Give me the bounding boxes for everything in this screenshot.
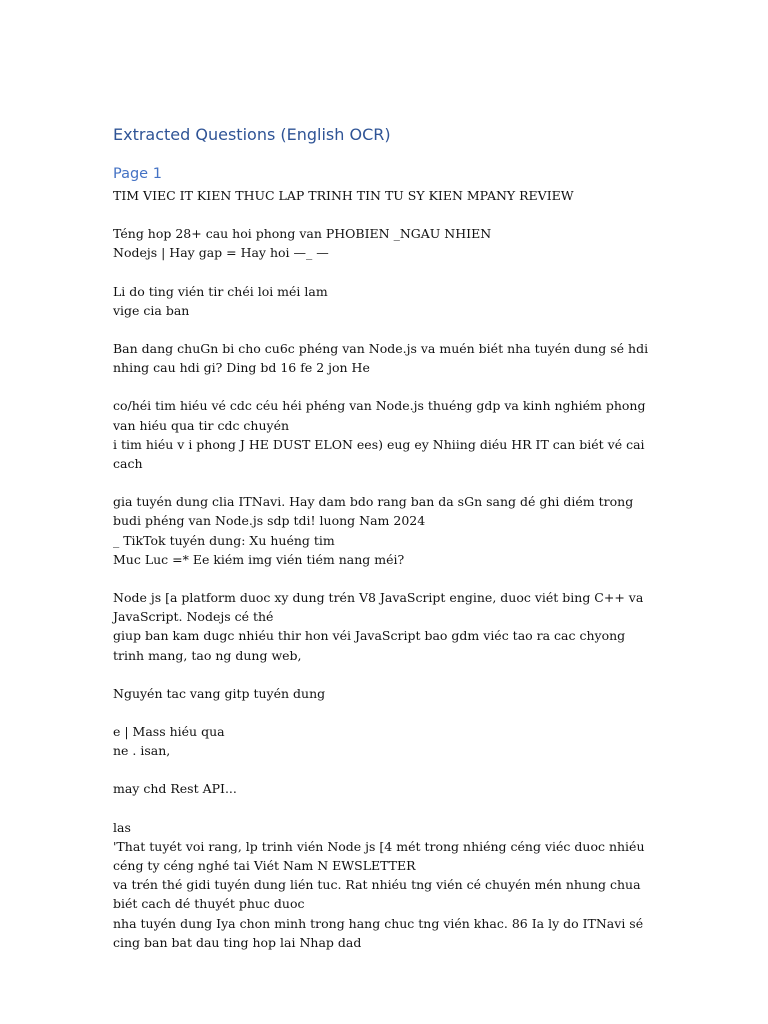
text-line: 'That tuyét voi rang, lp trinh vién Node js [4 mét trong nhiéng céng viéc duoc nhiéu céng ty céng nghé tai Viét Nam N EWSLETTER bbox=[113, 838, 645, 874]
document-body bbox=[113, 186, 658, 952]
text-line: nha tuyén dung Iya chon minh trong hang chuc tng vién khac. 86 Ia ly do ITNavi sé cing ban bat dau ting hop lai Nhap dad bbox=[113, 915, 644, 950]
paragraph bbox=[113, 224, 658, 262]
document-title: Extracted Questions (English OCR) bbox=[113, 125, 391, 144]
page-heading: Page 1 bbox=[113, 166, 162, 182]
paragraph bbox=[113, 588, 658, 665]
text-line: vige cia ban bbox=[113, 302, 190, 318]
paragraph bbox=[113, 818, 658, 952]
text-line: Ban dang chuGn bi cho cu6c phéng van Node.js va muén biét nha tuyén dung sé hdi nhing cau hdi gi? Ding bd 16 fe 2 jon He bbox=[113, 341, 649, 376]
text-line: e | Mass hiéu qua bbox=[113, 724, 225, 740]
text-line: i tim hiéu v i phong J HE DUST ELON ees) eug ey Nhiing diéu HR IT can biét vé cai cach bbox=[113, 436, 645, 472]
text-line: Nguyén tac vang gitp tuyén dung bbox=[113, 685, 326, 701]
paragraph bbox=[113, 282, 658, 320]
paragraph bbox=[113, 722, 658, 760]
text-line: ne . isan, bbox=[113, 743, 171, 759]
text-line: va trén thé gidi tuyén dung lién tuc. Rat nhiéu tng vién cé chuyén mén nhung chua biét cach dé thuyét phuc duoc bbox=[113, 877, 641, 912]
paragraph bbox=[113, 684, 658, 703]
text-line: giup ban kam dugc nhiéu thir hon véi JavaScript bao gdm viéc tao ra cac chyong trinh mang, tao ng dung web, bbox=[113, 628, 626, 663]
paragraph bbox=[113, 186, 658, 205]
text-line: Node js [a platform duoc xy dung trén V8 JavaScript engine, duoc viét bing C++ va JavaScript. Nodejs cé thé bbox=[113, 590, 644, 625]
text-line: may chd Rest API... bbox=[113, 781, 237, 797]
document-page bbox=[113, 124, 658, 971]
text-line: las bbox=[113, 819, 131, 835]
text-line: _ TikTok tuyén dung: Xu huéng tim bbox=[113, 532, 335, 548]
text-line: Muc Luc =* Ee kiém img vién tiém nang méi? bbox=[113, 551, 405, 567]
text-line: co/héi tim hiéu vé cdc céu héi phéng van Node.js thuéng gdp va kinh nghiém phong van hiéu qua tir cdc chuyén bbox=[113, 398, 646, 433]
paragraph bbox=[113, 339, 658, 377]
paragraph bbox=[113, 492, 658, 569]
text-line: TIM VIEC IT KIEN THUC LAP TRINH TIN TU SY KIEN MPANY REVIEW bbox=[113, 188, 574, 203]
text-line: Nodejs | Hay gap = Hay hoi —_ — bbox=[113, 245, 329, 261]
paragraph bbox=[113, 396, 658, 473]
paragraph bbox=[113, 779, 658, 798]
text-line: Téng hop 28+ cau hoi phong van PHOBIEN _NGAU NHIEN bbox=[113, 226, 492, 242]
text-line: gia tuyén dung clia ITNavi. Hay dam bdo rang ban da sGn sang dé ghi diém trong budi phéng van Node.js sdp tdi! luong Nam 2024 bbox=[113, 494, 634, 529]
text-line: Li do ting vién tir chéi loi méi lam bbox=[113, 283, 328, 299]
